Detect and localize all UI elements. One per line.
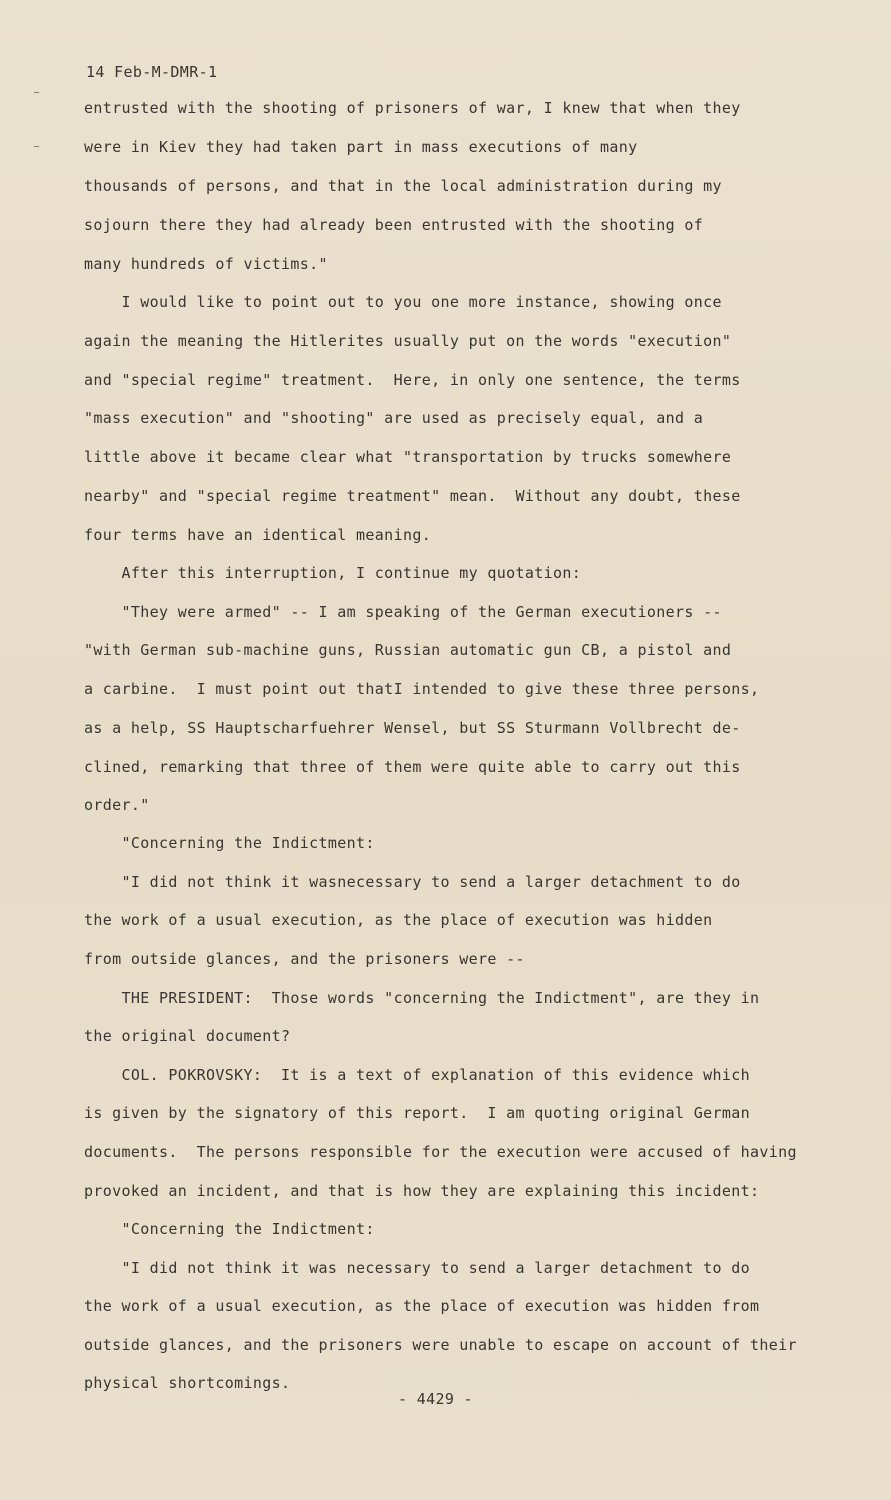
text-line: from outside glances, and the prisoners were -- bbox=[84, 950, 525, 968]
text-line: the work of a usual execution, as the place of execution was hidden bbox=[84, 911, 713, 929]
text-line: clined, remarking that three of them were quite able to carry out this bbox=[84, 758, 741, 776]
margin-mark bbox=[34, 146, 39, 147]
page-number: - 4429 - bbox=[398, 1390, 474, 1408]
text-line: were in Kiev they had taken part in mass executions of many bbox=[84, 138, 638, 156]
text-line: thousands of persons, and that in the local administration during my bbox=[84, 177, 722, 195]
text-line: "with German sub-machine guns, Russian automatic gun CB, a pistol and bbox=[84, 641, 732, 659]
text-line: four terms have an identical meaning. bbox=[84, 526, 432, 544]
text-line: little above it became clear what "transportation by trucks somewhere bbox=[84, 448, 732, 466]
text-line: After this interruption, I continue my quotation: bbox=[84, 564, 582, 582]
text-line: order." bbox=[84, 796, 150, 814]
text-line: outside glances, and the prisoners were unable to escape on account of their bbox=[84, 1336, 797, 1354]
text-line: "They were armed" -- I am speaking of the German executioners -- bbox=[84, 603, 722, 621]
margin-mark bbox=[34, 92, 39, 93]
page-header: 14 Feb-M-DMR-1 bbox=[86, 63, 218, 81]
text-line: physical shortcomings. bbox=[84, 1374, 291, 1392]
text-line: many hundreds of victims." bbox=[84, 255, 328, 273]
text-line: "I did not think it wasnecessary to send a larger detachment to do bbox=[84, 873, 741, 891]
text-line: nearby" and "special regime treatment" mean. Without any doubt, these bbox=[84, 487, 741, 505]
text-line: THE PRESIDENT: Those words "concerning the Indictment", are they in bbox=[84, 989, 760, 1007]
text-line: the original document? bbox=[84, 1027, 291, 1045]
text-line: entrusted with the shooting of prisoners of war, I knew that when they bbox=[84, 99, 741, 117]
text-line: "I did not think it was necessary to send a larger detachment to do bbox=[84, 1259, 751, 1277]
text-line: "Concerning the Indictment: bbox=[84, 834, 375, 852]
text-line: again the meaning the Hitlerites usually put on the words "execution" bbox=[84, 332, 732, 350]
text-line: COL. POKROVSKY: It is a text of explanation of this evidence which bbox=[84, 1066, 751, 1084]
text-line: "mass execution" and "shooting" are used as precisely equal, and a bbox=[84, 409, 704, 427]
text-line: provoked an incident, and that is how they are explaining this incident: bbox=[84, 1182, 760, 1200]
text-line: documents. The persons responsible for the execution were accused of having bbox=[84, 1143, 797, 1161]
text-line: I would like to point out to you one more instance, showing once bbox=[84, 293, 722, 311]
text-line: as a help, SS Hauptscharfuehrer Wensel, but SS Sturmann Vollbrecht de- bbox=[84, 719, 741, 737]
text-line: "Concerning the Indictment: bbox=[84, 1220, 375, 1238]
text-line: and "special regime" treatment. Here, in only one sentence, the terms bbox=[84, 371, 741, 389]
text-line: is given by the signatory of this report. I am quoting original German bbox=[84, 1104, 751, 1122]
text-line: sojourn there they had already been entrusted with the shooting of bbox=[84, 216, 704, 234]
text-line: a carbine. I must point out thatI intended to give these three persons, bbox=[84, 680, 760, 698]
text-line: the work of a usual execution, as the place of execution was hidden from bbox=[84, 1297, 760, 1315]
